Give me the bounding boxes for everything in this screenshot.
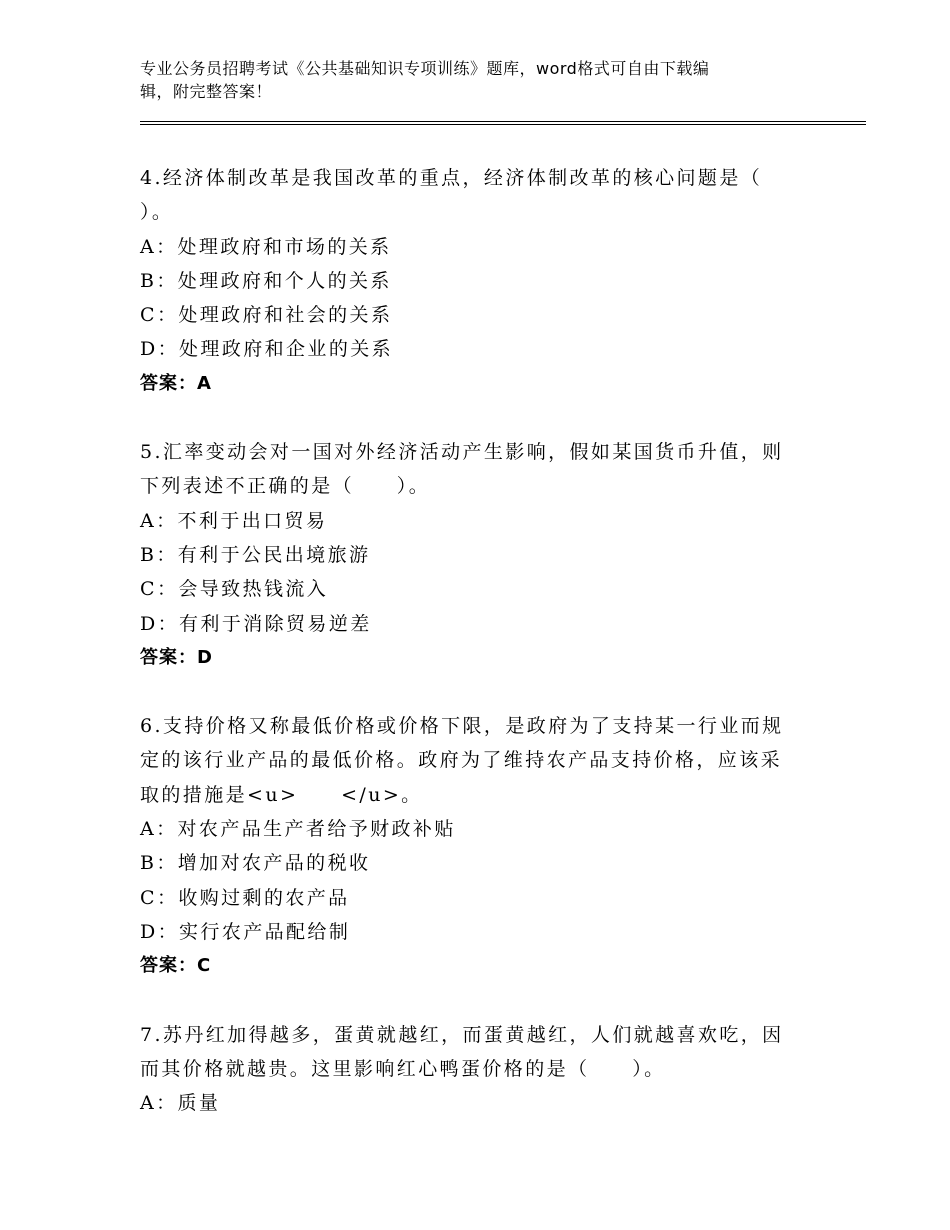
option-b: B：有利于公民出境旅游	[140, 543, 371, 566]
answer-label: 答案：C	[140, 955, 212, 977]
option-b: B：处理政府和个人的关系	[140, 269, 392, 292]
option-c: C：收购过剩的农产品	[140, 886, 350, 909]
option-d: D：有利于消除贸易逆差	[140, 612, 372, 635]
question-stem-line: 取的措施是<u> </u>。	[140, 783, 423, 806]
question-stem-line: 6.支持价格又称最低价格或价格下限，是政府为了支持某一行业而规	[140, 715, 784, 738]
question-4	[140, 161, 800, 401]
header-line-1: 专业公务员招聘考试《公共基础知识专项训练》题库，word格式可自由下载编	[140, 59, 710, 78]
question-spacer	[140, 675, 800, 709]
question-6	[140, 709, 800, 983]
question-stem-line: 而其价格就越贵。这里影响红心鸭蛋价格的是（ ）。	[140, 1057, 666, 1080]
option-c: C：处理政府和社会的关系	[140, 304, 393, 327]
header-line-2: 辑，附完整答案！	[140, 82, 273, 101]
option-d: D：实行农产品配给制	[140, 920, 351, 943]
option-a: A：对农产品生产者给予财政补贴	[140, 818, 456, 841]
option-c: C：会导致热钱流入	[140, 578, 329, 601]
question-list	[140, 161, 800, 1120]
header-divider-thin	[140, 121, 866, 122]
question-stem-line: 定的该行业产品的最低价格。政府为了维持农产品支持价格，应该采	[140, 749, 783, 772]
question-stem-line: 4.经济体制改革是我国改革的重点，经济体制改革的核心问题是（	[140, 167, 763, 189]
option-a: A：处理政府和市场的关系	[140, 235, 392, 258]
option-a: A：不利于出口贸易	[140, 509, 328, 532]
page-header	[140, 57, 800, 103]
option-d: D：处理政府和企业的关系	[140, 338, 394, 361]
header-divider-thick	[140, 124, 866, 125]
question-5	[140, 435, 800, 675]
option-b: B：增加对农产品的税收	[140, 852, 371, 875]
question-spacer	[140, 984, 800, 1018]
question-stem-line: 7.苏丹红加得越多，蛋黄就越红，而蛋黄越红，人们就越喜欢吃，因	[140, 1023, 784, 1046]
question-stem-line: 下列表述不正确的是（ ）。	[140, 475, 431, 498]
question-stem-line: 5.汇率变动会对一国对外经济活动产生影响，假如某国货币升值，则	[140, 441, 784, 464]
option-a: A：质量	[140, 1092, 221, 1115]
question-spacer	[140, 401, 800, 435]
question-stem-line: ）。	[140, 201, 174, 224]
answer-label: 答案：A	[140, 372, 212, 394]
question-7	[140, 1018, 800, 1121]
answer-label: 答案：D	[140, 646, 213, 668]
